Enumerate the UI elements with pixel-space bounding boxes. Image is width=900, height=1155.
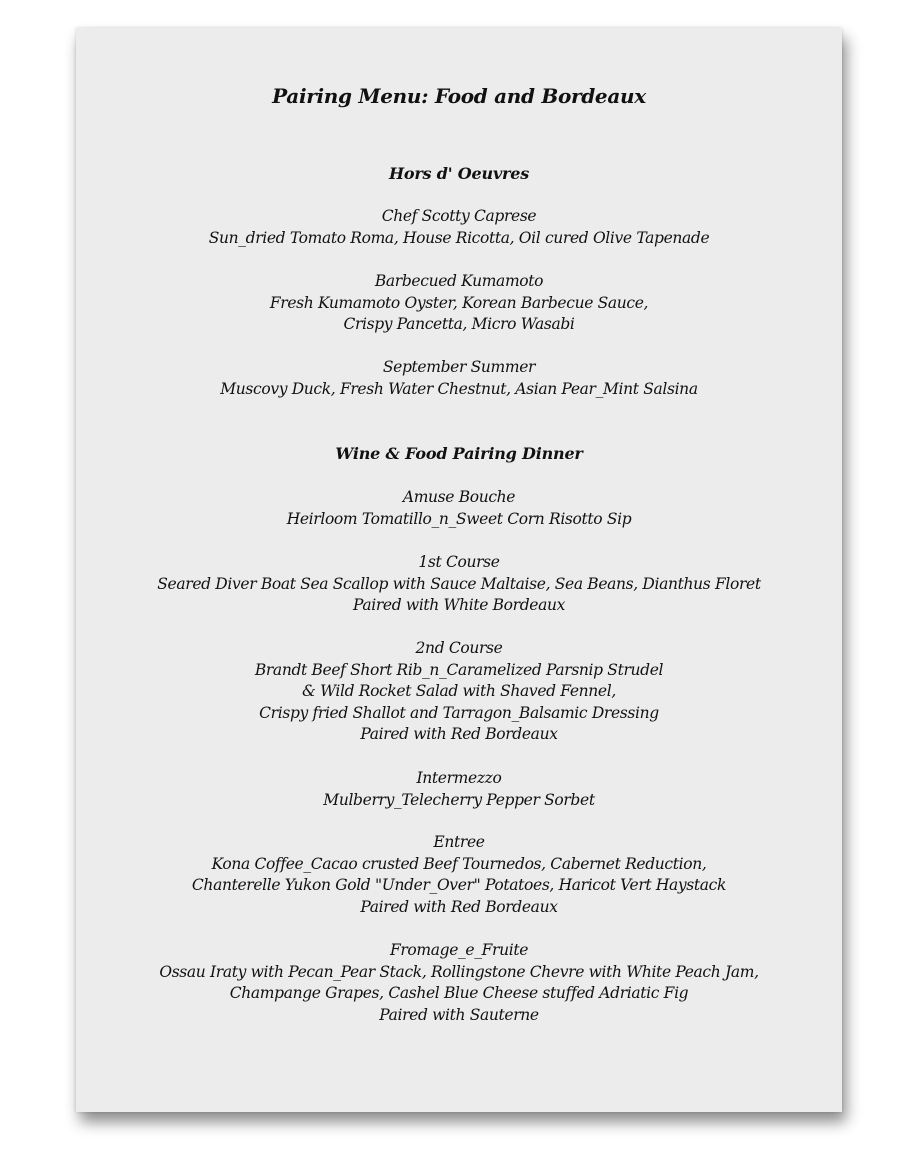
menu-item-name: Intermezzo	[416, 769, 502, 787]
menu-item-name: September Summer	[382, 358, 536, 376]
menu-item-entree	[76, 832, 842, 918]
menu-item-pairing: Paired with Red Bordeaux	[360, 897, 558, 916]
menu-item-chef-scotty-caprese	[76, 206, 842, 249]
menu-item-description: Heirloom Tomatillo_n_Sweet Corn Risotto Sip	[286, 509, 632, 528]
menu-item-description: Chanterelle Yukon Gold "Under_Over" Potatoes, Haricot Vert Haystack	[191, 876, 727, 895]
menu-item-description: Fresh Kumamoto Oyster, Korean Barbecue Sauce,	[269, 293, 649, 312]
menu-item-description: Muscovy Duck, Fresh Water Chestnut, Asian Pear_Mint Salsina	[220, 379, 698, 398]
menu-item-description: & Wild Rocket Salad with Shaved Fennel,	[302, 682, 616, 701]
menu-item-name: Entree	[433, 833, 485, 851]
menu-title: Pairing Menu: Food and Bordeaux	[272, 84, 646, 108]
menu-item-name: 2nd Course	[415, 639, 503, 657]
menu-item-intermezzo	[76, 768, 842, 811]
section-heading-hors-doeuvres: Hors d' Oeuvres	[388, 164, 530, 183]
menu-item-name: Chef Scotty Caprese	[381, 207, 537, 225]
menu-item-1st-course	[76, 552, 842, 617]
menu-item-description: Kona Coffee_Cacao crusted Beef Tournedos, Cabernet Reduction,	[211, 854, 707, 873]
menu-item-description: Crispy fried Shallot and Tarragon_Balsamic Dressing	[259, 703, 659, 722]
menu-item-description: Sun_dried Tomato Roma, House Ricotta, Oil cured Olive Tapenade	[208, 228, 710, 247]
menu-item-name: Amuse Bouche	[402, 488, 516, 506]
section-heading-wine-food-pairing: Wine & Food Pairing Dinner	[335, 444, 583, 463]
menu-item-name: Barbecued Kumamoto	[374, 272, 544, 290]
menu-item-description: Ossau Iraty with Pecan_Pear Stack, Rollingstone Chevre with White Peach Jam,	[159, 962, 759, 981]
menu-item-2nd-course	[76, 638, 842, 746]
menu-item-pairing: Paired with Sauterne	[379, 1005, 539, 1024]
menu-item-description: Seared Diver Boat Sea Scallop with Sauce Maltaise, Sea Beans, Dianthus Floret	[157, 574, 761, 593]
menu-item-pairing: Paired with White Bordeaux	[352, 596, 566, 615]
menu-item-pairing: Paired with Red Bordeaux	[360, 725, 558, 744]
menu-item-description: Brandt Beef Short Rib_n_Caramelized Parsnip Strudel	[254, 660, 664, 679]
menu-sheet	[76, 28, 842, 1112]
menu-item-fromage-e-fruite	[76, 940, 842, 1026]
menu-item-description: Champange Grapes, Cashel Blue Cheese stuffed Adriatic Fig	[229, 984, 689, 1003]
menu-item-description: Mulberry_Telecherry Pepper Sorbet	[323, 790, 595, 809]
menu-item-september-summer	[76, 357, 842, 400]
menu-item-name: Fromage_e_Fruite	[389, 941, 529, 959]
menu-item-amuse-bouche	[76, 487, 842, 530]
menu-item-description: Crispy Pancetta, Micro Wasabi	[343, 315, 575, 334]
menu-item-barbecued-kumamoto	[76, 271, 842, 336]
menu-item-name: 1st Course	[418, 553, 500, 571]
